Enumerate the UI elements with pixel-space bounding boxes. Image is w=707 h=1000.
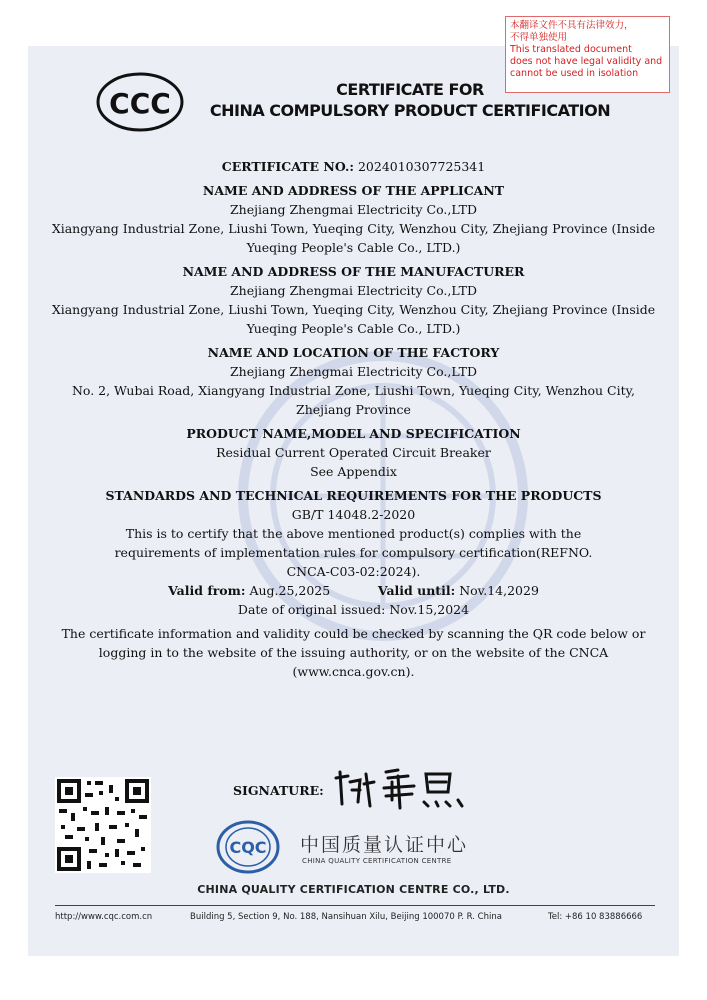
signature-label: SIGNATURE: xyxy=(233,783,324,798)
valid-until-label: Valid until: xyxy=(377,583,456,598)
valid-until-value: Nov.14,2029 xyxy=(459,583,539,598)
cqc-logo-text: CQC xyxy=(229,838,267,857)
factory-heading: NAME AND LOCATION OF THE FACTORY xyxy=(207,345,500,360)
cqc-name-chinese: 中国质量认证中心 xyxy=(300,834,469,856)
cqc-name-english: CHINA QUALITY CERTIFICATION CENTRE xyxy=(302,857,452,865)
applicant-heading: NAME AND ADDRESS OF THE APPLICANT xyxy=(202,183,505,198)
footer-divider xyxy=(55,905,655,906)
standards-heading: STANDARDS AND TECHNICAL REQUIREMENTS FOR THE PRODUCTS xyxy=(105,488,602,503)
cqc-logo-icon xyxy=(216,820,280,874)
product-heading: PRODUCT NAME,MODEL AND SPECIFICATION xyxy=(186,426,521,441)
manufacturer-address: Xiangyang Industrial Zone, Liushi Town, Yueqing City, Wenzhou City, Zhejiang Province (Inside Yueqing People's Cable Co., LTD.) xyxy=(51,302,656,336)
notice-en-line-3: cannot be used in isolation xyxy=(510,68,639,79)
title-line-1: CERTIFICATE FOR xyxy=(336,80,484,99)
issuer-company-name: CHINA QUALITY CERTIFICATION CENTRE CO., LTD. xyxy=(197,883,510,896)
certificate-title xyxy=(195,80,625,122)
certificate-body xyxy=(40,157,667,681)
qr-code-icon[interactable] xyxy=(55,777,151,873)
footer-address: Building 5, Section 9, No. 188, Nansihuan Xilu, Beijing 100070 P. R. China xyxy=(190,912,502,922)
signature-image xyxy=(330,766,470,812)
ccc-logo-icon xyxy=(96,72,184,132)
notice-en-line-2: does not have legal validity and xyxy=(510,56,663,67)
title-line-2: CHINA COMPULSORY PRODUCT CERTIFICATION xyxy=(209,101,611,120)
manufacturer-heading: NAME AND ADDRESS OF THE MANUFACTURER xyxy=(182,264,525,279)
footer-tel: Tel: +86 10 83886666 xyxy=(548,912,643,922)
product-model: See Appendix xyxy=(310,464,397,479)
factory-address: No. 2, Wubai Road, Xiangyang Industrial Zone, Liushi Town, Yueqing City, Wenzhou City, Zhejiang Province xyxy=(71,383,636,417)
standard-code: GB/T 14048.2-2020 xyxy=(291,507,416,522)
certificate-no-value: 2024010307725341 xyxy=(357,159,486,174)
notice-en-line-1: This translated document xyxy=(510,44,632,55)
manufacturer-name: Zhejiang Zhengmai Electricity Co.,LTD xyxy=(230,283,477,298)
footer-website[interactable]: http://www.cqc.com.cn xyxy=(55,912,153,922)
certify-statement: This is to certify that the above mentioned product(s) complies with the requirements of implementation rules for compulsory certification(REFNO. CNCA-C03-02:2024). xyxy=(114,526,593,579)
certificate-number xyxy=(40,157,667,176)
factory-name: Zhejiang Zhengmai Electricity Co.,LTD xyxy=(230,364,477,379)
valid-from-value: Aug.25,2025 xyxy=(249,583,331,598)
validity-dates xyxy=(40,581,667,600)
applicant-name: Zhejiang Zhengmai Electricity Co.,LTD xyxy=(230,202,477,217)
valid-from-label: Valid from: xyxy=(168,583,246,598)
notice-cn-line-1: 本翻译文件不具有法律效力， xyxy=(510,20,634,31)
ccc-logo-text: CCC xyxy=(109,87,171,120)
applicant-address: Xiangyang Industrial Zone, Liushi Town, Yueqing City, Wenzhou City, Zhejiang Province (Inside Yueqing People's Cable Co., LTD.) xyxy=(51,221,656,255)
original-issue-date: Date of original issued: Nov.15,2024 xyxy=(237,602,470,617)
certificate-no-label: CERTIFICATE NO.: xyxy=(221,159,354,174)
notice-cn-line-2: 不得单独使用 xyxy=(510,32,568,43)
check-note: The certificate information and validity could be checked by scanning the QR code below or logging in to the website of the issuing authority, or on the website of the CNCA (www.cnca.gov.cn). xyxy=(61,626,646,679)
product-name: Residual Current Operated Circuit Breaker xyxy=(216,445,491,460)
